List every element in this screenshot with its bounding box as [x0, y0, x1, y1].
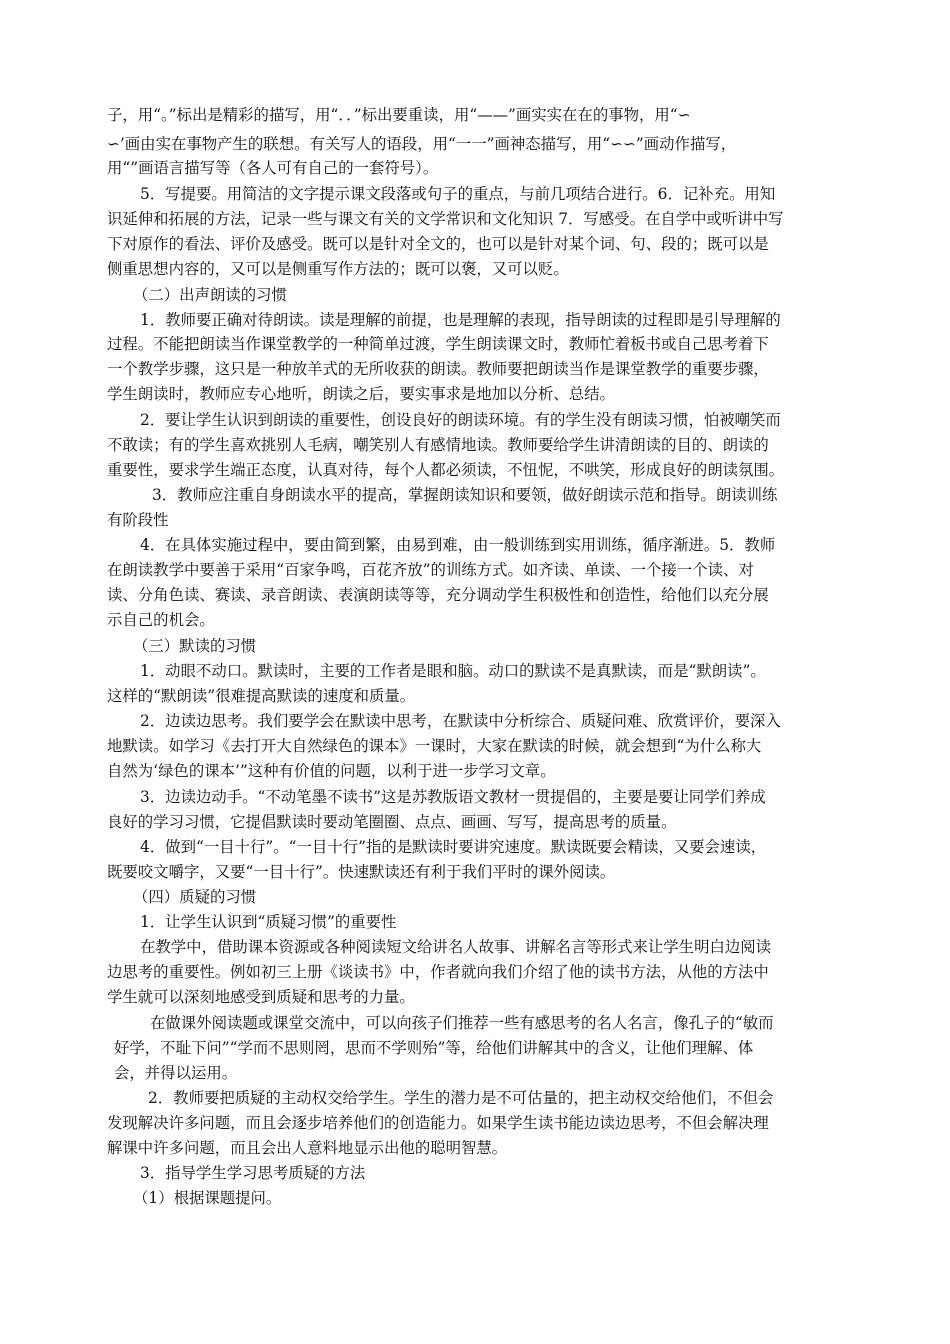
text-line: 学生就可以深刻地感受到质疑和思考的力量。 — [107, 988, 415, 1006]
text-line: 5．写提要。用简洁的文字提示课文段落或句子的重点，与前几项结合进行。6．记补充。用知 — [140, 185, 776, 203]
text-line: 识延伸和拓展的方法，记录一些与课文有关的文学常识和文化知识 7．写感受。在自学中或听讲中写 — [107, 210, 784, 228]
text-line: 会，并得以运用。 — [114, 1064, 238, 1082]
text-line: （1）根据课题提问。 — [133, 1189, 282, 1207]
text-line: 2．教师要把质疑的主动权交给学生。学生的潜力是不可估量的，把主动权交给他们，不但会 — [148, 1089, 774, 1107]
text-line: 发现解决许多问题，而且会逐步培养他们的创造能力。如果学生读书能边读边思考，不但会解决理 — [107, 1114, 769, 1132]
text-line: 4．在具体实施过程中，要由简到繁，由易到难，由一般训练到实用训练，循序渐进。5．教师 — [140, 536, 776, 554]
text-line: 3．指导学生学习思考质疑的方法 — [140, 1164, 366, 1182]
text-line: 2．要让学生认识到朗读的重要性，创设良好的朗读环境。有的学生没有朗读习惯，怕被嘲笑而 — [140, 411, 781, 429]
text-line: 既要咬文嚼字，又要“一目十行”。快速默读还有利于我们平时的课外阅读。 — [107, 863, 616, 881]
text-line: 学生朗读时，教师应专心地听，朗读之后，要实事求是地加以分析、总结。 — [107, 385, 615, 403]
text-line: 良好的学习习惯，它提倡默读时要动笔圈圈、点点、画画、写写，提高思考的质量。 — [107, 813, 677, 831]
text-line: 1．动眼不动口。默读时，主要的工作者是眼和脑。动口的默读不是真默读，而是“默朗读”。 — [140, 662, 766, 680]
text-line: 3．教师应注重自身朗读水平的提高，掌握朗读知识和要领，做好朗读示范和指导。朗读训练 — [152, 486, 778, 504]
text-line: 地默读。如学习《去打开大自然绿色的课本》一课时，大家在默读的时候，就会想到“为什么称大 — [107, 737, 762, 755]
text-line: 下对原作的看法、评价及感受。既可以是针对全文的，也可以是针对某个词、句、段的；既可以是 — [107, 235, 769, 253]
text-line: 边思考的重要性。例如初三上册《谈读书》中，作者就向我们介绍了他的读书方法，从他的方法中 — [107, 963, 769, 981]
text-line: 自然为‘绿色的课本’”这种有价值的问题，以利于进一步学习文章。 — [107, 762, 556, 780]
text-line: 在朗读教学中要善于采用“百家争鸣，百花齐放”的训练方式。如齐读、单读、一个接一个读、对 — [107, 561, 754, 579]
text-line: 重要性，要求学生端正态度，认真对待，每个人都必须读，不忸怩，不哄笑，形成良好的朗读氛围。 — [107, 461, 785, 479]
text-line: 一个教学步骤，这只是一种放羊式的无所收获的朗读。教师要把朗读当作是课堂教学的重要步骤， — [107, 360, 769, 378]
text-line: ∽’画由实在事物产生的联想。有关写人的语段，用“一一”画神态描写，用“∽∽”画动作描写， — [107, 135, 737, 153]
text-line: 在教学中，借助课本资源或各种阅读短文给讲名人故事、讲解名言等形式来让学生明白边阅读 — [140, 938, 772, 956]
text-line: 解课中许多问题，而且会出人意料地显示出他的聪明智慧。 — [107, 1139, 508, 1157]
text-line: 用“”画语言描写等（各人可有自己的一套符号）。 — [107, 159, 439, 177]
text-line: 4．做到“一目十行”。“一目十行”指的是默读时要讲究速度。默读既要会精读，又要会速读， — [140, 838, 767, 856]
text-line: 1．让学生认识到“质疑习惯”的重要性 — [140, 913, 397, 931]
text-line: 这样的“默朗读”很难提高默读的速度和质量。 — [107, 687, 416, 705]
text-line: 示自己的机会。 — [107, 611, 215, 629]
text-line: 在做课外阅读题或课堂交流中，可以向孩子们推荐一些有感思考的名人名言，像孔子的“敏而 — [150, 1014, 774, 1032]
section-heading: （三）默读的习惯 — [133, 637, 257, 655]
text-line: 侧重思想内容的，又可以是侧重写作方法的；既可以褒，又可以贬。 — [107, 260, 569, 278]
text-line: 不敢读；有的学生喜欢挑别人毛病，嘲笑别人有感情地读。教师要给学生讲清朗读的目的、朗读的 — [107, 436, 769, 454]
text-line: 子，用“。”标出是精彩的描写，用“．．”标出要重读，用“——”画实实在在的事物，用“∽ — [107, 106, 691, 124]
text-line: 好学，不耻下问”“学而不思则罔，思而不学则殆”等，给他们讲解其中的含义，让他们理解、体 — [114, 1039, 754, 1057]
text-line: 有阶段性 — [107, 511, 169, 529]
text-line: 读、分角色读、赛读、录音朗读、表演朗读等等，充分调动学生积极性和创造性，给他们以充分展 — [107, 586, 769, 604]
text-line: 过程。不能把朗读当作课堂教学的一种简单过渡，学生朗读课文时，教师忙着板书或自己思考着下 — [107, 335, 769, 353]
text-line: 1．教师要正确对待朗读。读是理解的前提，也是理解的表现，指导朗读的过程即是引导理解的 — [140, 311, 781, 329]
text-line: 3．边读边动手。“不动笔墨不读书”这是苏教版语文教材一贯提倡的，主要是要让同学们养成 — [140, 788, 766, 806]
section-heading: （二）出声朗读的习惯 — [133, 286, 287, 304]
text-line: 2．边读边思考。我们要学会在默读中思考，在默读中分析综合、质疑问难、欣赏评价，要深入 — [140, 712, 781, 730]
section-heading: （四）质疑的习惯 — [133, 888, 257, 906]
